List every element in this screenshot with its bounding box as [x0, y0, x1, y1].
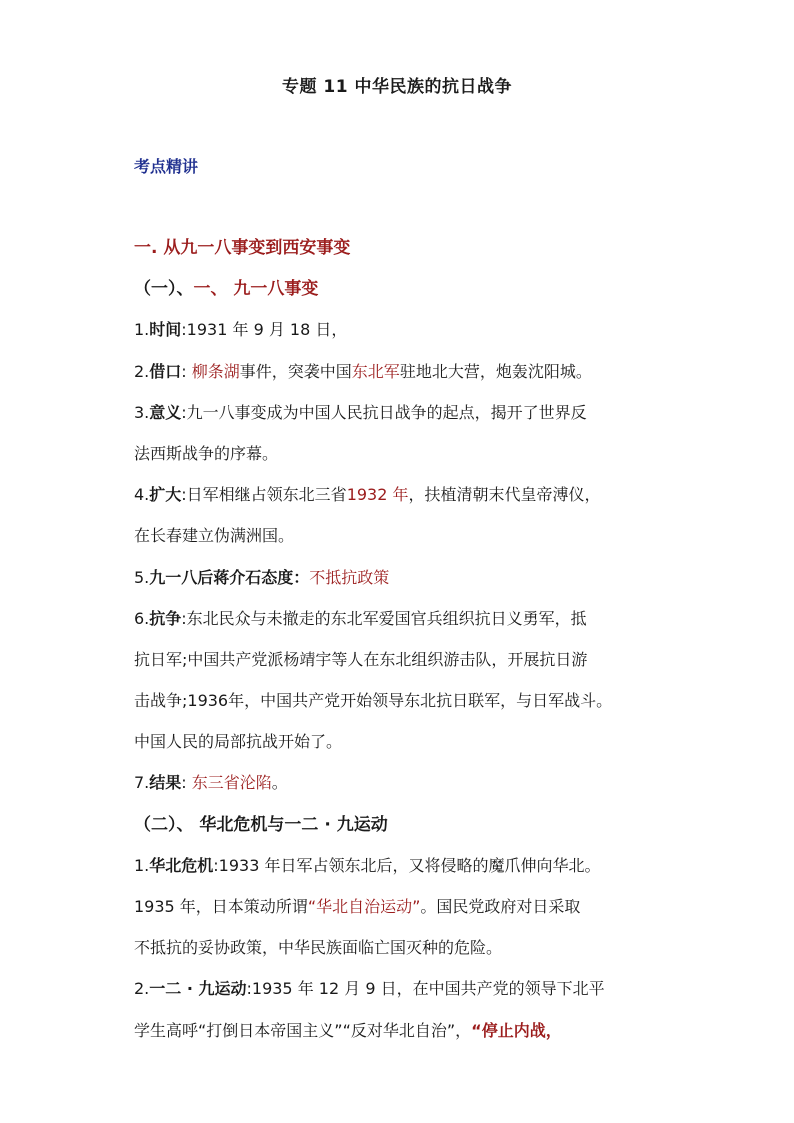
item-text: 驻地北大营，炮轰沈阳城。 [399, 361, 592, 381]
item-text: 。国民党政府对日采取 [420, 897, 581, 916]
item-number: 1. [134, 855, 150, 875]
item-text: 1935 年，日本策动所谓 [134, 897, 308, 916]
item-colon: : [181, 773, 192, 793]
item-text: :1933 年日军占领东北后，又将侵略的魔爪伸向华北。 [213, 855, 601, 875]
item-december-ninth-cont [134, 1015, 674, 1056]
item-text: 。 [271, 773, 288, 793]
item-resistance-cont: 抗日军;中国共产党派杨靖宇等人在东北组织游击队，开展抗日游 [134, 649, 588, 669]
highlight-autonomy: “华北自治运动” [307, 897, 421, 916]
item-number: 4. [134, 485, 150, 505]
item-label: 华北危机 [149, 855, 214, 875]
item-text: :东北民众与未撤走的东北军爱国官兵组织抗日义勇军，抵 [181, 608, 587, 628]
item-result [134, 767, 674, 808]
item-number: 3. [134, 402, 150, 422]
item-number: 6. [134, 608, 150, 628]
item-label: 借口 [149, 361, 182, 381]
item-text: 学生高呼“打倒日本帝国主义”“反对华北自治”， [134, 1020, 472, 1040]
highlight-result: 东三省沦陷 [191, 773, 272, 793]
subsection-title: 一、 九一八事变 [193, 279, 319, 300]
item-resistance [134, 603, 674, 644]
item-label: 时间 [149, 320, 182, 340]
item-label: 抗争 [149, 608, 182, 628]
item-text: :九一八事变成为中国人民抗日战争的起点，揭开了世界反 [181, 402, 587, 422]
content-body [134, 232, 674, 1056]
item-label: 结果 [149, 773, 182, 793]
item-text: 事件，突袭中国 [239, 361, 352, 381]
page-title: 专题 11 中华民族的抗日战争 [282, 77, 512, 97]
item-expansion [134, 479, 674, 520]
item-label: 扩大 [149, 485, 182, 505]
item-significance-cont: 法西斯战争的序幕。 [134, 443, 279, 463]
item-text: ，扶植清朝末代皇帝溥仪， [408, 485, 601, 505]
subsection-heading-2: （二）、 华北危机与一二 · 九运动 [134, 814, 388, 835]
item-north-crisis-cont: 不抵抗的妥协政策，中华民族面临亡国灭种的危险。 [134, 938, 503, 958]
item-label: 一二 · 九运动 [149, 979, 247, 999]
highlight-policy: 不抵抗政策 [309, 567, 390, 587]
item-text: :日军相继占领东北三省 [181, 485, 347, 505]
subsection-heading-1 [134, 273, 674, 314]
item-text: :1935 年 12 月 9 日，在中国共产党的领导下北平 [246, 979, 605, 999]
item-number: 2. [134, 361, 150, 381]
item-december-ninth [134, 973, 674, 1014]
item-resistance-cont: 击战争;1936年，中国共产党开始领导东北抗日联军，与日军战斗。 [134, 691, 613, 711]
part-heading: 一. 从九一八事变到西安事变 [134, 238, 351, 258]
item-north-crisis [134, 850, 674, 891]
item-significance [134, 397, 674, 438]
item-pretext [134, 356, 674, 397]
subsection-prefix: （一）、 [134, 279, 194, 300]
item-resistance-cont: 中国人民的局部抗战开始了。 [134, 732, 343, 752]
highlight-stop-civil-war: “停止内战， [471, 1020, 562, 1040]
item-text: :1931 年 9 月 18 日， [181, 320, 348, 340]
item-number: 5. [134, 567, 150, 587]
item-label: 九一八后蒋介石态度： [149, 567, 310, 587]
highlight-dongbeijun: 东北军 [351, 361, 400, 381]
item-colon: : [181, 361, 192, 381]
section-label: 考点精讲 [134, 157, 199, 176]
item-label: 意义 [149, 402, 182, 422]
item-attitude [134, 562, 674, 603]
item-number: 1. [134, 320, 150, 340]
highlight-1932: 1932 年 [346, 485, 409, 505]
item-expansion-cont: 在长春建立伪满洲国。 [134, 526, 295, 546]
highlight-liutiaohu: 柳条湖 [191, 361, 240, 381]
item-time [134, 314, 674, 355]
item-north-crisis-cont [134, 891, 674, 932]
item-number: 2. [134, 979, 150, 999]
item-number: 7. [134, 773, 150, 793]
